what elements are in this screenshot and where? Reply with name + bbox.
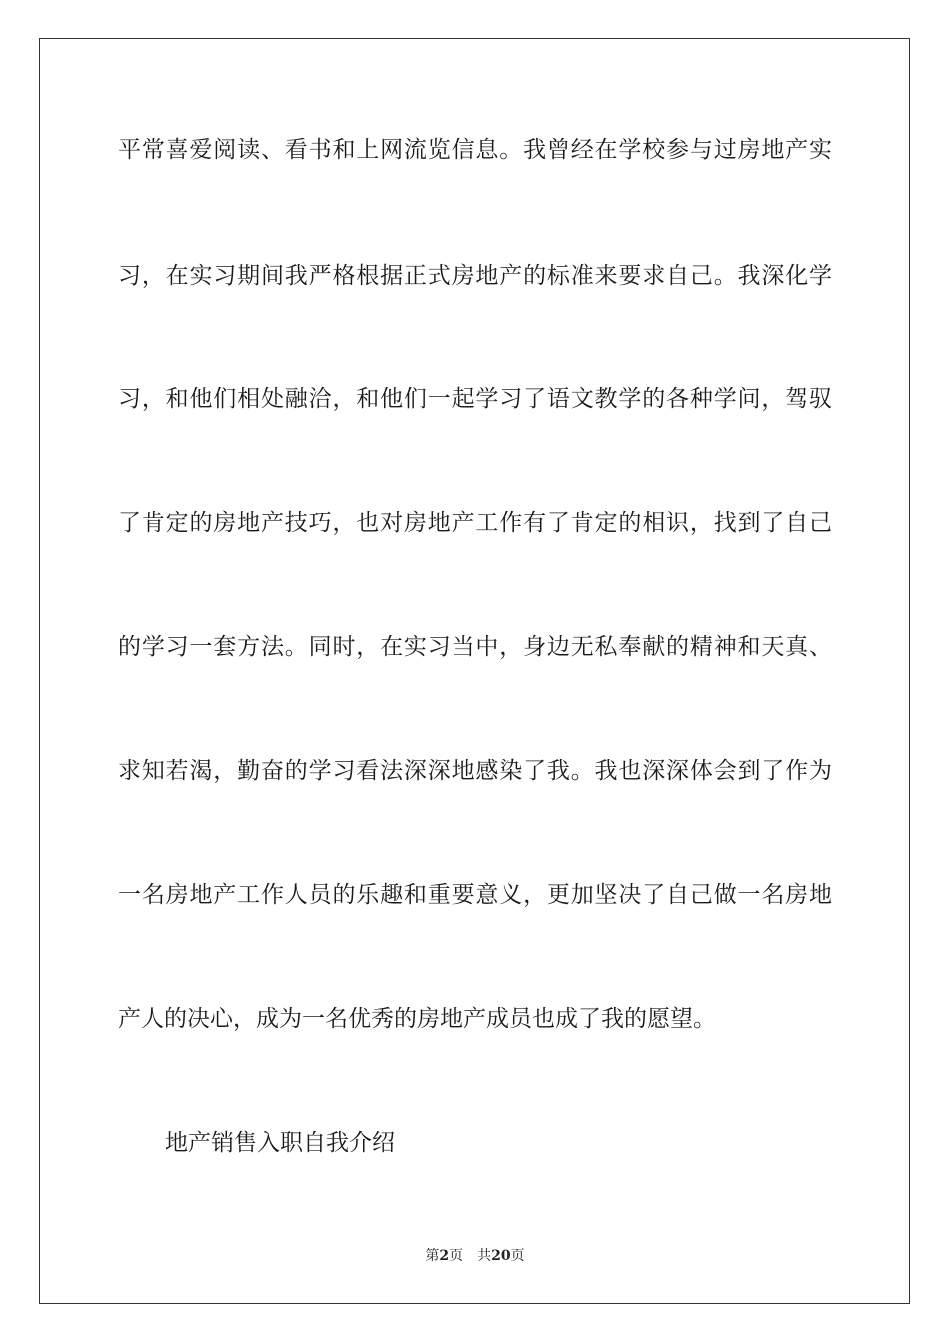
paragraph-line-6: 求知若渴，勤奋的学习看法深深地感染了我。我也深深体会到了作为 xyxy=(118,758,832,784)
page-border xyxy=(39,38,910,1304)
paragraph-line-7: 一名房地产工作人员的乐趣和重要意义，更加坚决了自己做一名房地 xyxy=(118,882,832,908)
page-number: 2 xyxy=(439,1248,450,1264)
paragraph-line-2: 习，在实习期间我严格根据正式房地产的标准来要求自己。我深化学 xyxy=(118,263,832,289)
paragraph-line-5: 的学习一套方法。同时，在实习当中，身边无私奉献的精神和天真、 xyxy=(118,634,832,660)
paragraph-line-8: 产人的决心，成为一名优秀的房地产成员也成了我的愿望。 xyxy=(118,1006,716,1032)
total-suffix: 页 xyxy=(510,1248,525,1264)
section-heading: 地产销售入职自我介绍 xyxy=(165,1130,395,1156)
paragraph-line-1: 平常喜爱阅读、看书和上网流览信息。我曾经在学校参与过房地产实 xyxy=(118,137,832,163)
total-prefix: 共 xyxy=(477,1248,492,1264)
page-suffix: 页 xyxy=(449,1248,464,1264)
page-prefix: 第 xyxy=(425,1248,440,1264)
paragraph-line-3: 习，和他们相处融洽，和他们一起学习了语文教学的各种学问，驾驭 xyxy=(118,386,832,412)
paragraph-line-4: 了肯定的房地产技巧，也对房地产工作有了肯定的相识，找到了自己 xyxy=(118,510,832,536)
page-footer xyxy=(0,1246,950,1266)
total-pages: 20 xyxy=(491,1248,511,1264)
